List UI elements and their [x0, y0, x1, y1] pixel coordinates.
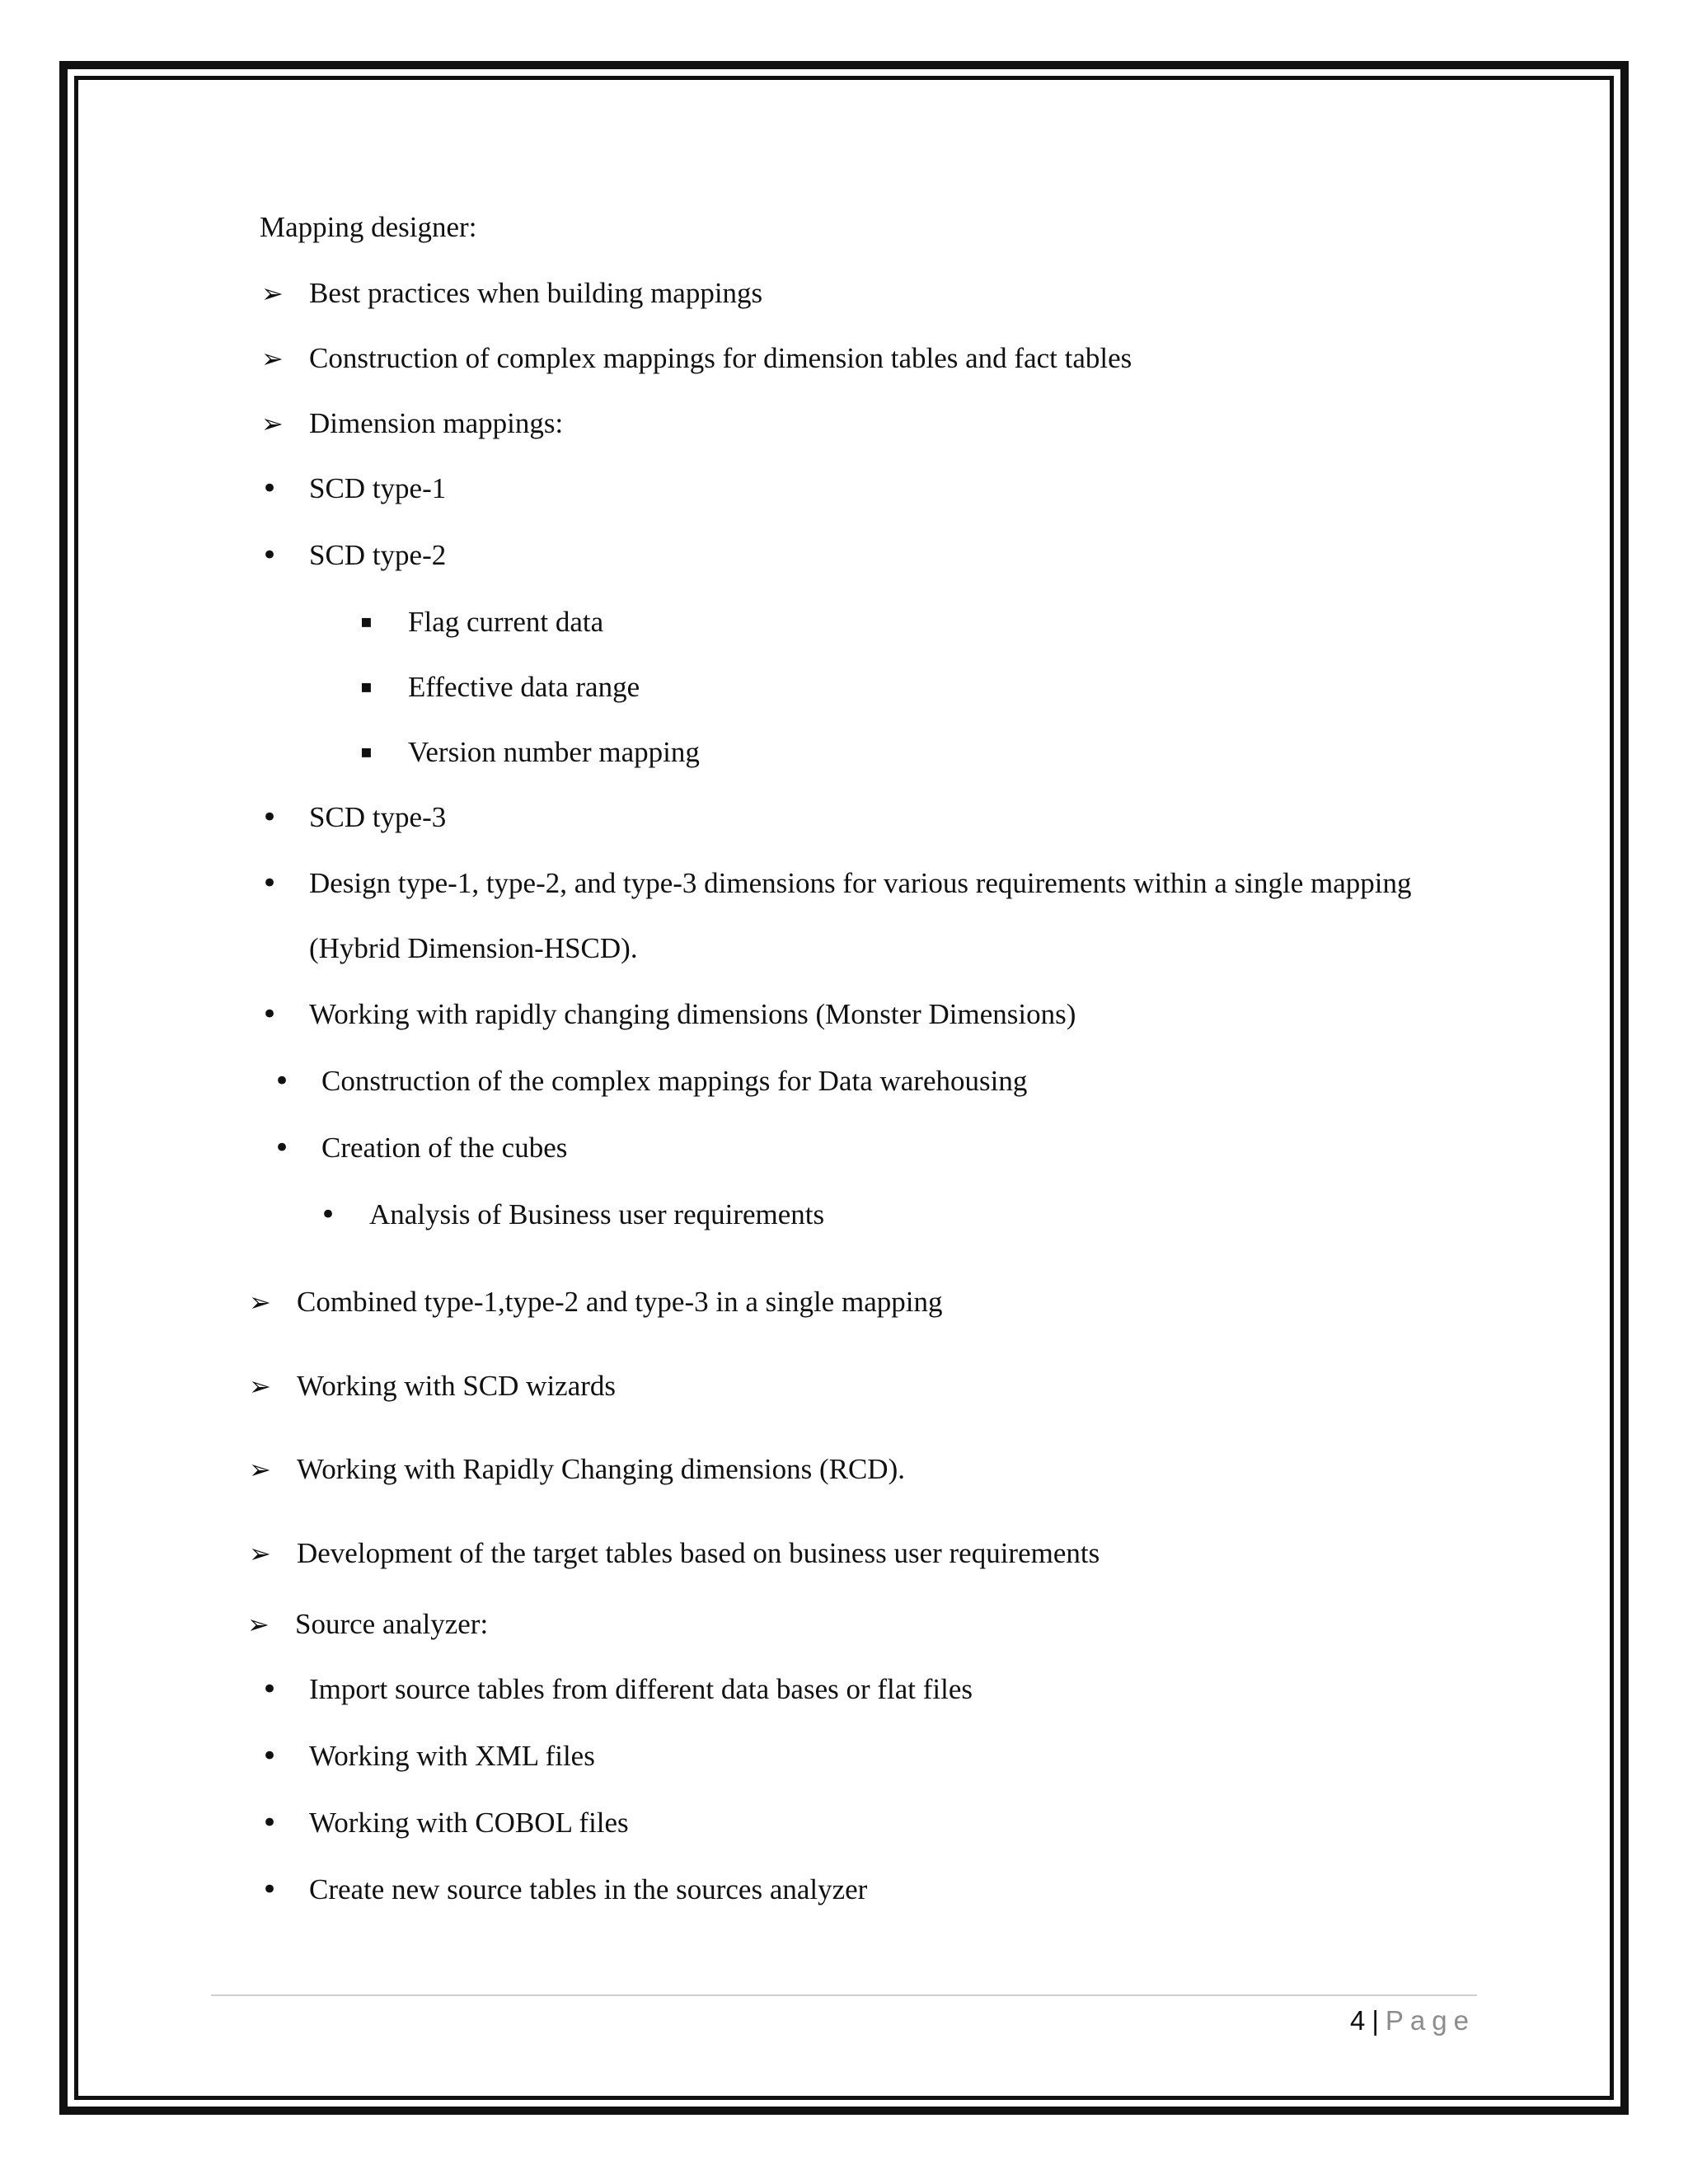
list-item: Working with COBOL files	[309, 1807, 629, 1839]
list-item: Effective data range	[408, 671, 640, 703]
footer-rule	[211, 1994, 1477, 1996]
list-item: Combined type-1,type-2 and type-3 in a single mapping	[297, 1286, 943, 1318]
arrow-bullet-icon: ➢	[261, 278, 284, 309]
list-item: Import source tables from different data bases or flat files	[309, 1673, 973, 1705]
dot-bullet-icon: •	[320, 1198, 337, 1231]
list-item: Create new source tables in the sources analyzer	[309, 1873, 868, 1905]
dot-bullet-icon: •	[261, 998, 279, 1031]
dot-bullet-icon: •	[261, 1673, 279, 1706]
list-item: Working with Rapidly Changing dimensions (RCD).	[297, 1453, 905, 1485]
list-item: Development of the target tables based on business user requirements	[297, 1537, 1100, 1569]
arrow-bullet-icon: ➢	[247, 1609, 270, 1640]
section-heading: Mapping designer:	[260, 211, 477, 243]
dot-bullet-icon: •	[261, 1807, 279, 1840]
list-item: Working with SCD wizards	[297, 1370, 617, 1402]
square-bullet-icon: ▪	[360, 612, 373, 632]
page-label: Page	[1385, 2005, 1475, 2036]
dot-bullet-icon: •	[261, 1873, 279, 1906]
dot-bullet-icon: •	[261, 472, 279, 505]
dot-bullet-icon: •	[261, 1740, 279, 1773]
list-item: Creation of the cubes	[321, 1132, 568, 1164]
arrow-bullet-icon: ➢	[249, 1538, 271, 1569]
dot-bullet-icon: •	[261, 539, 279, 572]
list-item: SCD type-3	[309, 801, 447, 833]
arrow-bullet-icon: ➢	[261, 408, 284, 439]
dot-bullet-icon: •	[261, 867, 279, 900]
list-item: SCD type-2	[309, 539, 447, 571]
list-item-continuation: (Hybrid Dimension-HSCD).	[309, 932, 638, 964]
page-number: 4	[1349, 2005, 1366, 2036]
list-item: Construction of complex mappings for dimension tables and fact tables	[309, 342, 1132, 374]
list-item: Design type-1, type-2, and type-3 dimensions for various requirements within a single mapping	[309, 867, 1412, 899]
footer-separator: |	[1372, 2005, 1379, 2036]
list-item: Working with rapidly changing dimensions (Monster Dimensions)	[309, 998, 1076, 1030]
list-item: Dimension mappings:	[309, 407, 564, 439]
list-item: Source analyzer:	[295, 1608, 489, 1640]
list-item: Construction of the complex mappings for Data warehousing	[321, 1065, 1028, 1097]
arrow-bullet-icon: ➢	[249, 1454, 271, 1485]
square-bullet-icon: ▪	[360, 742, 373, 762]
list-item: Analysis of Business user requirements	[369, 1198, 825, 1230]
list-item: Best practices when building mappings	[309, 277, 763, 309]
arrow-bullet-icon: ➢	[249, 1286, 271, 1318]
list-item: SCD type-1	[309, 472, 447, 504]
list-item: Working with XML files	[309, 1740, 595, 1772]
square-bullet-icon: ▪	[360, 677, 373, 697]
arrow-bullet-icon: ➢	[249, 1371, 271, 1402]
dot-bullet-icon: •	[274, 1132, 291, 1165]
list-item: Flag current data	[408, 606, 604, 638]
arrow-bullet-icon: ➢	[261, 343, 284, 374]
dot-bullet-icon: •	[261, 801, 279, 834]
page-footer	[1350, 2004, 1475, 2037]
list-item: Version number mapping	[408, 736, 700, 768]
dot-bullet-icon: •	[274, 1065, 291, 1098]
